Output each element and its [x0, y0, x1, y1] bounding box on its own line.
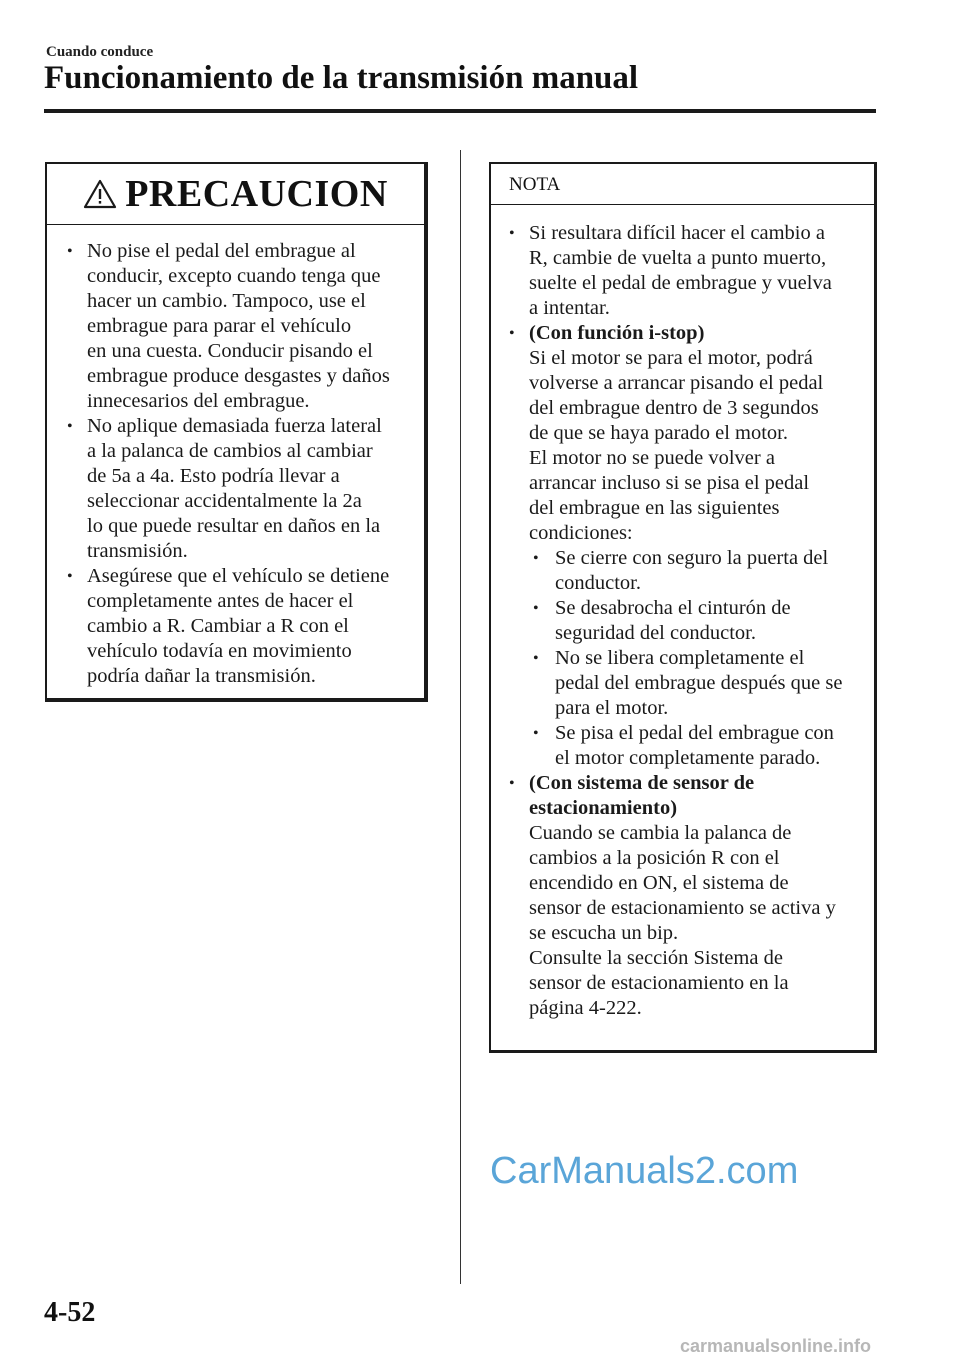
page-number: 4-52 [44, 1297, 96, 1328]
caution-item: • Asegúrese que el vehículo se detiene completamente antes de hacer el cambio a R. Cambiar a R con el vehículo todavía en movimiento podría dañar la transmisión. [67, 565, 390, 687]
note-item: • (Con función i-stop) Si el motor se para el motor, podrá volverse a arrancar pisando el pedal del embrague dentro de 3 segundos de que se haya parado el motor. El motor no se puede volver a arrancar incluso si se pisa el pedal del embrague en las siguientes condiciones: • Se cierre con seguro la puerta del conductor. • Se desabrocha el cinturón de seguridad del conductor. • No se libera completamente el pedal del embrague después que se para el motor. • Se pisa el pedal del embrague con el motor completamente parado. [503, 321, 864, 771]
caution-header [47, 164, 424, 225]
condition-item: • No se libera completamente el pedal del embrague después que se para el motor. [533, 647, 843, 719]
note-item-heading: (Con función i-stop) [529, 322, 705, 344]
caution-title: PRECAUCION [125, 173, 388, 215]
note-title: NOTA [491, 164, 874, 205]
note-item: • Si resultara difícil hacer el cambio a R, cambie de vuelta a punto muerto, suelte el pedal de embrague y vuelva a intentar. [509, 222, 832, 319]
caution-item: • No aplique demasiada fuerza lateral a la palanca de cambios al cambiar de 5a a 4a. Esto podría llevar a seleccionar accidentalmente la 2a lo que puede resultar en daños en la transmisión. [67, 415, 382, 562]
column-divider [460, 150, 461, 1284]
page-title: Funcionamiento de la transmisión manual [44, 60, 639, 96]
condition-item: • Se cierre con seguro la puerta del conductor. [533, 547, 829, 594]
condition-item: • Se pisa el pedal del embrague con el motor completamente parado. [533, 722, 834, 769]
watermark-carmanuals2: CarManuals2.com [490, 1150, 799, 1192]
condition-item: • Se desabrocha el cinturón de seguridad del conductor. [533, 597, 791, 644]
note-item: • (Con sistema de sensor de estacionamiento) Cuando se cambia la palanca de cambios a la posición R con el encendido en ON, el sistema de sensor de estacionamiento se activa y se escucha un bip. Consulte la sección Sistema de sensor de estacionamiento en la página 4-222. [503, 771, 864, 1021]
caution-item: • No pise el pedal del embrague al conducir, excepto cuando tenga que hacer un cambio. Tampoco, use el embrague para parar el vehículo en una cuesta. Conducir pisando el embrague produce desgastes y daños innecesarios del embrague. [67, 240, 390, 412]
watermark-carmanualsonline: carmanualsonline.info [680, 1336, 872, 1356]
warning-triangle-icon [83, 179, 117, 209]
caution-box [45, 162, 428, 702]
note-box [489, 162, 877, 1053]
section-label: Cuando conduce [46, 44, 154, 60]
note-item-heading: (Con sistema de sensor de estacionamiento) [529, 772, 755, 819]
header-rule [44, 109, 876, 113]
